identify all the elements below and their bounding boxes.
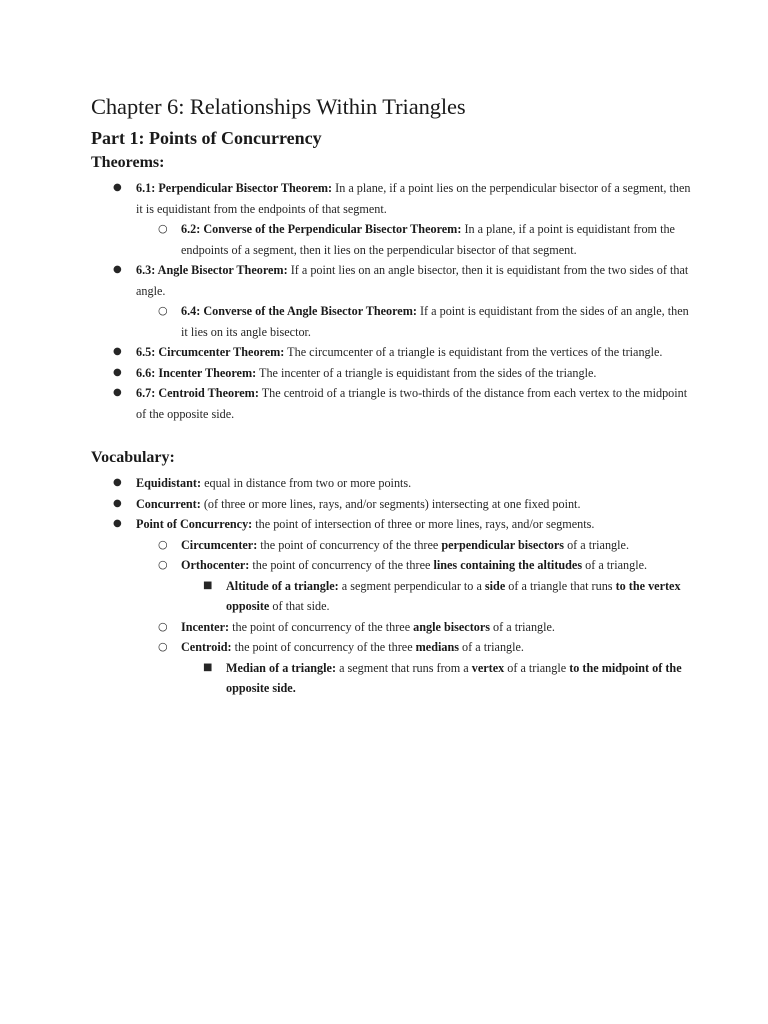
vocab-term: Point of Concurrency: bbox=[136, 517, 253, 531]
theorem-text: In a plane, if a point is equidistant from the endpoints of a segment, then it lies on the perpendicular bisector of that segment. bbox=[181, 222, 675, 257]
theorem-label: 6.1: Perpendicular Bisector Theorem: bbox=[136, 181, 333, 195]
vocab-equidistant bbox=[91, 473, 691, 494]
square-bullet-icon: ■ bbox=[203, 661, 213, 673]
vocab-term: Median of a triangle: bbox=[226, 660, 337, 675]
hollow-bullet-icon: ○ bbox=[158, 304, 168, 317]
vocab-definition: the point of concurrency of the three bbox=[229, 619, 414, 634]
vocab-definition: the point of concurrency of the three bbox=[257, 537, 442, 552]
vocab-orthocenter bbox=[136, 555, 691, 617]
theorem-6-3 bbox=[91, 260, 691, 342]
vocab-sublist bbox=[136, 535, 691, 699]
vocab-term: Incenter: bbox=[181, 619, 230, 634]
theorem-sublist bbox=[136, 301, 691, 342]
vocab-sub-sublist bbox=[181, 576, 691, 617]
vocab-emphasis: to the midpoint of the opposite side. bbox=[226, 660, 682, 695]
theorem-label: 6.3: Angle Bisector Theorem: bbox=[136, 263, 288, 277]
vocab-term: Centroid: bbox=[181, 640, 232, 654]
vocab-emphasis: side bbox=[484, 578, 506, 593]
theorem-text: The centroid of a triangle is two-thirds of the distance from each vertex to the midpoint of the opposite side. bbox=[136, 386, 688, 421]
theorem-text: The circumcenter of a triangle is equidistant from the vertices of the triangle. bbox=[284, 345, 663, 359]
vocab-definition: the point of intersection of three or more lines, rays, and/or segments. bbox=[252, 517, 595, 531]
theorem-6-5 bbox=[91, 342, 691, 363]
bullet-icon: ● bbox=[113, 497, 122, 509]
bullet-icon: ● bbox=[113, 518, 122, 529]
vocab-concurrent bbox=[91, 494, 691, 515]
theorems-list bbox=[91, 178, 691, 424]
vocab-definition: equal in distance from two or more points. bbox=[201, 476, 412, 490]
part-heading: Part 1: Points of Concurrency bbox=[91, 128, 322, 148]
vocab-definition: the point of concurrency of the three bbox=[249, 558, 434, 572]
vocab-emphasis: angle bisectors bbox=[413, 619, 490, 634]
vocab-definition: (of three or more lines, rays, and/or segments) intersecting at one fixed point. bbox=[200, 496, 581, 511]
theorem-label: 6.5: Circumcenter Theorem: bbox=[136, 345, 285, 359]
theorems-heading: Theorems: bbox=[91, 154, 165, 171]
theorem-label: 6.4: Converse of the Angle Bisector Theorem: bbox=[181, 304, 417, 318]
vocab-emphasis: lines containing the altitudes bbox=[433, 558, 583, 572]
vocabulary-list bbox=[91, 473, 691, 699]
bullet-icon: ● bbox=[113, 264, 122, 275]
theorem-label: 6.2: Converse of the Perpendicular Bisector Theorem: bbox=[181, 222, 462, 236]
hollow-bullet-icon: ○ bbox=[158, 619, 168, 633]
hollow-bullet-icon: ○ bbox=[158, 222, 168, 235]
hollow-bullet-icon: ○ bbox=[158, 537, 168, 551]
vocab-term: Orthocenter: bbox=[181, 558, 250, 572]
vocab-definition: a segment perpendicular to a bbox=[338, 578, 485, 593]
vocab-sub-sublist bbox=[181, 658, 691, 699]
vocab-definition: of a triangle that runs bbox=[505, 578, 616, 593]
theorem-text: In a plane, if a point lies on the perpendicular bisector of a segment, then it is equidistant from the endpoints of that segment. bbox=[136, 181, 691, 216]
vocab-emphasis: medians bbox=[415, 640, 459, 654]
vocabulary-heading: Vocabulary: bbox=[91, 449, 175, 466]
vocab-definition: of that side. bbox=[269, 599, 330, 613]
bullet-icon: ● bbox=[113, 366, 122, 378]
theorem-text: If a point is equidistant from the sides of an angle, then it lies on its angle bisector. bbox=[181, 304, 689, 339]
vocab-incenter bbox=[136, 617, 691, 638]
bullet-icon: ● bbox=[113, 477, 122, 488]
vocab-emphasis: perpendicular bisectors bbox=[441, 537, 565, 552]
vocab-circumcenter bbox=[136, 535, 691, 556]
vocab-definition: of a triangle. bbox=[459, 640, 524, 654]
vocab-definition: of a triangle bbox=[504, 660, 570, 675]
vocab-point-of-concurrency bbox=[91, 514, 691, 699]
vocab-term: Circumcenter: bbox=[181, 537, 258, 552]
theorem-6-4 bbox=[136, 301, 691, 342]
chapter-title: Chapter 6: Relationships Within Triangles bbox=[91, 94, 466, 119]
theorem-6-1 bbox=[91, 178, 691, 260]
vocab-centroid bbox=[136, 637, 691, 699]
square-bullet-icon: ■ bbox=[203, 579, 213, 591]
vocab-definition: of a triangle. bbox=[582, 558, 648, 572]
theorem-text: The incenter of a triangle is equidistant from the sides of the triangle. bbox=[256, 365, 597, 380]
theorem-label: 6.6: Incenter Theorem: bbox=[136, 365, 257, 380]
bullet-icon: ● bbox=[113, 387, 122, 398]
theorem-6-6 bbox=[91, 363, 691, 384]
vocab-definition: a segment that runs from a bbox=[336, 660, 472, 675]
hollow-bullet-icon: ○ bbox=[158, 640, 168, 653]
vocab-median bbox=[181, 658, 691, 699]
theorem-6-7 bbox=[91, 383, 691, 424]
theorem-label: 6.7: Centroid Theorem: bbox=[136, 386, 259, 400]
vocab-definition: of a triangle. bbox=[564, 537, 629, 552]
vocab-term: Altitude of a triangle: bbox=[226, 578, 339, 593]
hollow-bullet-icon: ○ bbox=[158, 558, 168, 571]
bullet-icon: ● bbox=[113, 346, 122, 357]
theorem-sublist bbox=[136, 219, 691, 260]
vocab-term: Equidistant: bbox=[136, 476, 202, 490]
vocab-altitude bbox=[181, 576, 691, 617]
theorem-6-2 bbox=[136, 219, 691, 260]
vocab-emphasis: vertex bbox=[471, 660, 505, 675]
vocab-term: Concurrent: bbox=[136, 496, 201, 511]
theorem-text: If a point lies on an angle bisector, then it is equidistant from the two sides of that angle. bbox=[136, 263, 689, 298]
bullet-icon: ● bbox=[113, 182, 122, 193]
vocab-definition: the point of concurrency of the three bbox=[231, 640, 416, 654]
document-content bbox=[91, 92, 691, 699]
vocab-emphasis: to the vertex opposite bbox=[226, 578, 681, 613]
vocab-definition: of a triangle. bbox=[490, 619, 555, 634]
